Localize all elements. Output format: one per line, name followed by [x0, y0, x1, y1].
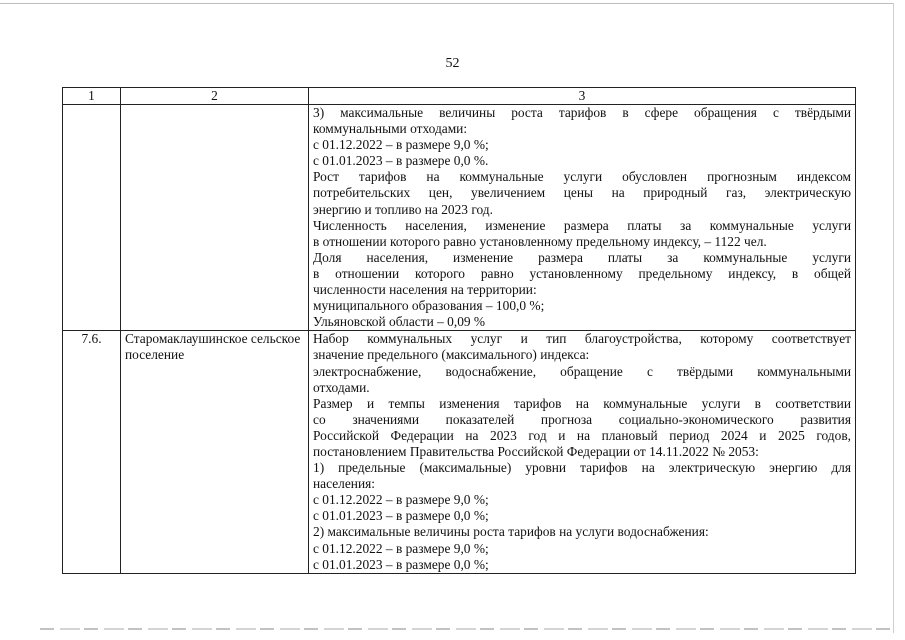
column-header-1: 1: [63, 88, 121, 105]
content-line: со значениями показателей прогноза социально-экономического развития: [313, 411, 851, 427]
page-number: 52: [445, 56, 460, 71]
content-line: коммунальными отходами:: [313, 121, 468, 137]
content-line: с 01.12.2022 – в размере 9,0 %;: [313, 492, 489, 508]
page-edge-right: [893, 3, 894, 633]
content-line: муниципального образования – 100,0 %;: [313, 298, 545, 314]
column-header-3: 3: [309, 88, 856, 105]
content-line: с 01.01.2023 – в размере 0,0 %;: [313, 508, 489, 524]
content-line: с 01.01.2023 – в размере 0,0 %;: [313, 556, 489, 572]
content-line: значение предельного (максимального) индекса:: [313, 347, 590, 363]
cut-off-next-line: [40, 628, 890, 630]
content-line: населения:: [313, 476, 375, 492]
content-line: Ульяновской области – 0,09 %: [313, 314, 486, 330]
content-line: электроснабжение, водоснабжение, обращение с твёрдыми коммунальными: [313, 363, 851, 379]
content-line: численности населения на территории:: [313, 282, 537, 298]
table-row: [63, 105, 856, 331]
content-line: Размер и темпы изменения тарифов на коммунальные услуги в соответствии: [313, 395, 851, 411]
page-edge-top: [0, 3, 893, 4]
content-line: Российской Федерации на 2023 год и на плановый период 2024 и 2025 годов,: [313, 427, 851, 443]
content-line: Доля населения, изменение размера платы за коммунальные услуги: [313, 249, 851, 265]
content-line: в отношении которого равно установленному предельному индексу, – 1122 чел.: [313, 233, 767, 249]
row-number: [63, 105, 121, 331]
settlement-name: [121, 105, 309, 331]
content-line: постановлением Правительства Российской Федерации от 14.11.2022 № 2053:: [313, 443, 759, 459]
content-line: с 01.12.2022 – в размере 9,0 %;: [313, 540, 489, 556]
tariff-table: [62, 87, 856, 574]
content-line: отходами.: [313, 379, 370, 395]
header-row: [63, 88, 856, 105]
content-line: энергию и топливо на 2023 год.: [313, 201, 493, 217]
content-line: 3) максимальные величины роста тарифов в сфере обращения с твёрдыми: [313, 105, 851, 120]
row-number: 7.6.: [63, 331, 121, 573]
content-line: 2) максимальные величины роста тарифов на услуги водоснабжения:: [313, 524, 709, 540]
content-line: Численность населения, изменение размера платы за коммунальные услуги: [313, 217, 851, 233]
content-line: 1) предельные (максимальные) уровни тарифов на электрическую энергию для: [313, 460, 851, 476]
content-line: с 01.12.2022 – в размере 9,0 %;: [313, 137, 489, 153]
content-line: в отношении которого равно установленному предельному индексу, в общей: [313, 265, 851, 281]
content-line: потребительских цен, увеличением цены на природный газ, электрическую: [313, 185, 851, 201]
content-line: Рост тарифов на коммунальные услуги обусловлен прогнозным индексом: [313, 169, 851, 185]
row-content: [309, 105, 856, 331]
table-row: [63, 331, 856, 573]
column-header-2: 2: [121, 88, 309, 105]
content-line: Набор коммунальных услуг и тип благоустройства, которому соответствует: [313, 331, 851, 347]
row-content: [309, 331, 856, 573]
content-line: с 01.01.2023 – в размере 0,0 %.: [313, 153, 489, 169]
settlement-name: Старомаклаушинское сельское поселение: [121, 331, 309, 573]
